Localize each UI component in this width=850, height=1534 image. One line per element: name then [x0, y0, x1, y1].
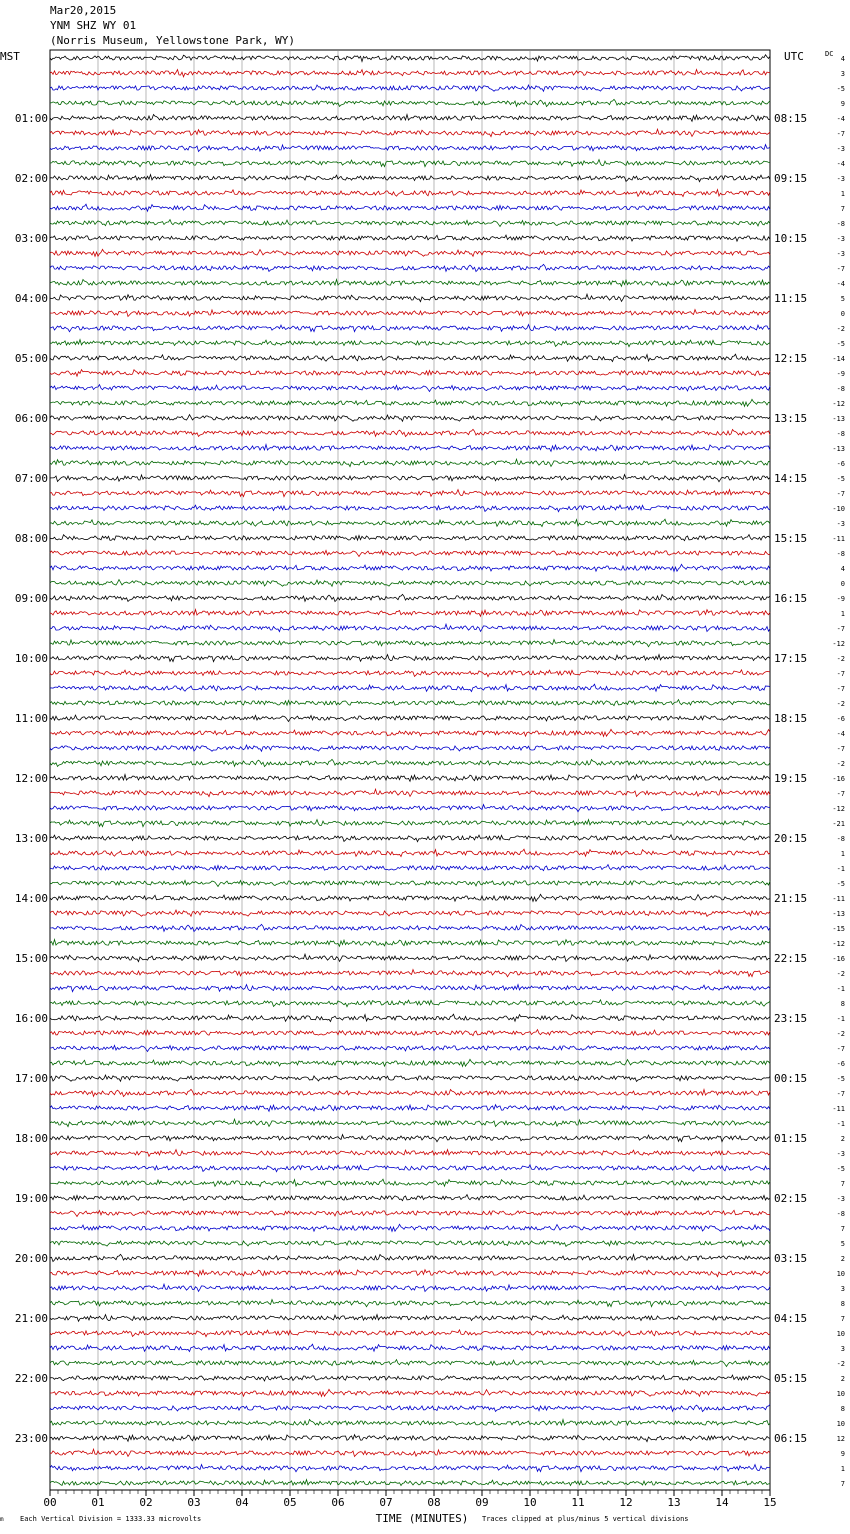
right-hour-label: 15:15: [774, 532, 808, 545]
dc-offset-label: -16: [832, 775, 845, 783]
dc-offset-label: -7: [836, 790, 845, 798]
right-hour-label: 10:15: [774, 232, 808, 245]
trace-line: [50, 519, 770, 526]
left-hour-label: 08:00: [14, 532, 48, 545]
trace-line: [50, 490, 770, 497]
dc-offset-label: -3: [836, 235, 845, 243]
trace-line: [50, 1330, 770, 1337]
dc-offset-label: -8: [836, 550, 845, 558]
dc-offset-label: -2: [836, 760, 845, 768]
trace-line: [50, 1270, 770, 1277]
dc-offset-label: -7: [836, 625, 845, 633]
trace-line: [50, 505, 770, 512]
trace-line: [50, 385, 770, 392]
trace-line: [50, 399, 770, 406]
trace-line: [50, 924, 770, 931]
x-tick-label: 13: [667, 1496, 681, 1509]
dc-offset-label: -2: [836, 970, 845, 978]
dc-offset-label: -5: [836, 85, 845, 93]
trace-line: [50, 1150, 770, 1157]
dc-offset-label: 8: [840, 1300, 845, 1308]
dc-offset-label: -5: [836, 475, 845, 483]
trace-line: [50, 729, 770, 736]
trace-line: [50, 580, 770, 587]
right-hour-label: 13:15: [774, 412, 808, 425]
trace-line: [50, 1119, 770, 1126]
dc-offset-label: 8: [840, 1405, 845, 1413]
dc-offset-label: -21: [832, 820, 845, 828]
dc-offset-label: -8: [836, 835, 845, 843]
right-hour-label: 03:15: [774, 1252, 808, 1265]
trace-line: [50, 1014, 770, 1021]
dc-offset-label: -5: [836, 340, 845, 348]
left-hour-label: 14:00: [14, 892, 48, 905]
trace-line: [50, 835, 770, 842]
dc-offset-label: -13: [832, 910, 845, 918]
dc-offset-label: -2: [836, 700, 845, 708]
left-hour-label: 20:00: [14, 1252, 48, 1265]
dc-offset-label: 2: [840, 1255, 845, 1263]
right-hour-label: 06:15: [774, 1432, 808, 1445]
x-tick-label: 09: [475, 1496, 489, 1509]
trace-line: [50, 249, 770, 256]
dc-offset-label: 5: [840, 1240, 845, 1248]
dc-offset-label: -8: [836, 220, 845, 228]
trace-line: [50, 264, 770, 271]
dc-offset-label: -7: [836, 670, 845, 678]
corner-mark: m: [0, 1516, 4, 1523]
dc-offset-label: 10: [836, 1270, 845, 1278]
left-hour-label: 21:00: [14, 1312, 48, 1325]
dc-offset-label: -5: [836, 1165, 845, 1173]
trace-line: [50, 1195, 770, 1201]
left-hour-label: 09:00: [14, 592, 48, 605]
dc-offset-label: -14: [832, 355, 845, 363]
trace-line: [50, 1089, 770, 1096]
dc-offset-label: 2: [840, 1135, 845, 1143]
x-tick-label: 03: [187, 1496, 201, 1509]
trace-line: [50, 429, 770, 436]
dc-offset-label: -12: [832, 640, 845, 648]
dc-offset-label: 8: [840, 1000, 845, 1008]
trace-line: [50, 1254, 770, 1261]
trace-line: [50, 1240, 770, 1246]
x-tick-label: 10: [523, 1496, 537, 1509]
x-tick-label: 12: [619, 1496, 633, 1509]
right-hour-label: 16:15: [774, 592, 808, 605]
right-hour-label: 18:15: [774, 712, 808, 725]
trace-line: [50, 985, 770, 992]
left-hour-label: 13:00: [14, 832, 48, 845]
trace-line: [50, 535, 770, 541]
trace-line: [50, 294, 770, 301]
trace-line: [50, 970, 770, 977]
dc-offset-label: 1: [840, 1465, 845, 1473]
left-hour-label: 19:00: [14, 1192, 48, 1205]
x-tick-label: 02: [139, 1496, 153, 1509]
dc-offset-label: 4: [840, 565, 845, 573]
trace-line: [50, 954, 770, 961]
dc-offset-label: -9: [836, 595, 845, 603]
trace-line: [50, 1315, 770, 1322]
trace-line: [50, 624, 770, 631]
dc-offset-label: -12: [832, 940, 845, 948]
trace-line: [50, 789, 770, 796]
dc-offset-label: 0: [840, 310, 845, 318]
trace-line: [50, 550, 770, 556]
trace-line: [50, 1000, 770, 1007]
trace-line: [50, 1059, 770, 1066]
dc-offset-label: 3: [840, 70, 845, 78]
plot-date: Mar20,2015: [50, 4, 117, 17]
dc-offset-label: -2: [836, 1030, 845, 1038]
dc-offset-label: 9: [840, 1450, 845, 1458]
trace-line: [50, 670, 770, 677]
trace-line: [50, 1465, 770, 1472]
trace-line: [50, 1375, 770, 1381]
right-hour-label: 11:15: [774, 292, 808, 305]
trace-line: [50, 1404, 770, 1411]
dc-offset-label: -8: [836, 1210, 845, 1218]
trace-line: [50, 640, 770, 647]
trace-line: [50, 684, 770, 691]
dc-offset-label: 7: [840, 1315, 845, 1323]
trace-line: [50, 564, 770, 571]
x-tick-label: 01: [91, 1496, 105, 1509]
dc-offset-label: -3: [836, 250, 845, 258]
right-hour-label: 01:15: [774, 1132, 808, 1145]
dc-offset-label: -15: [832, 925, 845, 933]
dc-offset-label: -1: [836, 1015, 845, 1023]
trace-line: [50, 415, 770, 422]
trace-line: [50, 160, 770, 167]
dc-offset-label: -1: [836, 1120, 845, 1128]
station-code: YNM SHZ WY 01: [50, 19, 137, 32]
right-hour-label: 00:15: [774, 1072, 808, 1085]
trace-line: [50, 1389, 770, 1396]
dc-offset-label: -7: [836, 685, 845, 693]
dc-offset-label: -7: [836, 490, 845, 498]
trace-line: [50, 865, 770, 871]
trace-line: [50, 745, 770, 751]
trace-line: [50, 445, 770, 452]
trace-line: [50, 1165, 770, 1172]
x-tick-label: 00: [43, 1496, 57, 1509]
left-hour-label: 03:00: [14, 232, 48, 245]
dc-offset-label: -7: [836, 265, 845, 273]
dc-offset-label: -1: [836, 985, 845, 993]
dc-offset-label: 3: [840, 1285, 845, 1293]
dc-offset-label: 12: [836, 1435, 845, 1443]
dc-offset-label: -12: [832, 805, 845, 813]
trace-line: [50, 880, 770, 886]
dc-offset-label: -9: [836, 370, 845, 378]
dc-offset-label: -1: [836, 865, 845, 873]
dc-offset-label: 7: [840, 1180, 845, 1188]
x-tick-label: 08: [427, 1496, 441, 1509]
trace-line: [50, 759, 770, 766]
trace-line: [50, 55, 770, 62]
x-axis-label: TIME (MINUTES): [375, 1512, 469, 1525]
dc-offset-label: 4: [840, 55, 845, 63]
dc-offset-label: -6: [836, 460, 845, 468]
right-hour-label: 22:15: [774, 952, 808, 965]
dc-offset-label: -4: [836, 280, 845, 288]
dc-offset-label: 7: [840, 1225, 845, 1233]
dc-offset-label: -5: [836, 1075, 845, 1083]
x-tick-label: 11: [571, 1496, 585, 1509]
right-hour-label: 20:15: [774, 832, 808, 845]
trace-line: [50, 940, 770, 947]
trace-line: [50, 1179, 770, 1186]
trace-line: [50, 354, 770, 361]
trace-line: [50, 1360, 770, 1367]
dc-offset-label: 10: [836, 1420, 845, 1428]
trace-line: [50, 129, 770, 136]
dc-offset-label: -7: [836, 745, 845, 753]
trace-line: [50, 475, 770, 482]
left-hour-label: 10:00: [14, 652, 48, 665]
dc-offset-label: 9: [840, 100, 845, 108]
right-hour-label: 04:15: [774, 1312, 808, 1325]
right-hour-label: 05:15: [774, 1372, 808, 1385]
left-hour-label: 05:00: [14, 352, 48, 365]
dc-offset-label: 1: [840, 190, 845, 198]
x-tick-label: 15: [763, 1496, 777, 1509]
trace-line: [50, 1210, 770, 1216]
trace-line: [50, 235, 770, 241]
trace-line: [50, 805, 770, 812]
dc-offset-label: -11: [832, 895, 845, 903]
trace-line: [50, 910, 770, 916]
right-hour-label: 21:15: [774, 892, 808, 905]
right-hour-label: 19:15: [774, 772, 808, 785]
trace-line: [50, 310, 770, 317]
trace-line: [50, 1224, 770, 1231]
left-hour-label: 15:00: [14, 952, 48, 965]
plot-frame: [50, 50, 770, 1490]
trace-line: [50, 1300, 770, 1307]
dc-offset-label: -3: [836, 175, 845, 183]
dc-column-title: DC: [825, 50, 834, 58]
trace-line: [50, 1435, 770, 1442]
trace-line: [50, 610, 770, 617]
trace-line: [50, 340, 770, 347]
dc-offset-label: -8: [836, 430, 845, 438]
right-hour-label: 17:15: [774, 652, 808, 665]
dc-offset-label: -2: [836, 1360, 845, 1368]
right-hour-label: 14:15: [774, 472, 808, 485]
left-hour-label: 06:00: [14, 412, 48, 425]
clip-note: Traces clipped at plus/minus 5 vertical divisions: [482, 1515, 689, 1523]
right-hour-label: 23:15: [774, 1012, 808, 1025]
trace-line: [50, 1284, 770, 1291]
dc-offset-label: 2: [840, 1375, 845, 1383]
trace-line: [50, 280, 770, 287]
dc-offset-label: 1: [840, 610, 845, 618]
dc-offset-label: 7: [840, 1480, 845, 1488]
dc-offset-label: 7: [840, 205, 845, 213]
dc-offset-label: -4: [836, 115, 845, 123]
left-hour-label: 16:00: [14, 1012, 48, 1025]
trace-line: [50, 1075, 770, 1081]
left-hour-label: 07:00: [14, 472, 48, 485]
trace-line: [50, 655, 770, 662]
trace-line: [50, 1135, 770, 1142]
trace-line: [50, 1105, 770, 1112]
trace-line: [50, 115, 770, 122]
dc-offset-label: 5: [840, 295, 845, 303]
left-hour-label: 23:00: [14, 1432, 48, 1445]
trace-line: [50, 849, 770, 856]
right-axis-title: UTC: [784, 50, 804, 63]
trace-line: [50, 459, 770, 466]
dc-offset-label: -12: [832, 400, 845, 408]
trace-line: [50, 1420, 770, 1426]
trace-line: [50, 1449, 770, 1456]
trace-line: [50, 190, 770, 197]
trace-line: [50, 175, 770, 182]
trace-line: [50, 220, 770, 227]
dc-offset-label: -4: [836, 160, 845, 168]
left-hour-label: 12:00: [14, 772, 48, 785]
trace-line: [50, 1045, 770, 1051]
dc-offset-label: -6: [836, 715, 845, 723]
dc-offset-label: 10: [836, 1330, 845, 1338]
left-hour-label: 22:00: [14, 1372, 48, 1385]
dc-offset-label: -7: [836, 1090, 845, 1098]
dc-offset-label: -8: [836, 385, 845, 393]
right-hour-label: 09:15: [774, 172, 808, 185]
station-location: (Norris Museum, Yellowstone Park, WY): [50, 34, 296, 47]
left-hour-label: 04:00: [14, 292, 48, 305]
dc-offset-label: -3: [836, 145, 845, 153]
left-hour-label: 02:00: [14, 172, 48, 185]
x-tick-label: 05: [283, 1496, 297, 1509]
dc-offset-label: 10: [836, 1390, 845, 1398]
trace-line: [50, 204, 770, 211]
trace-line: [50, 715, 770, 721]
dc-offset-label: -6: [836, 1060, 845, 1068]
trace-line: [50, 1030, 770, 1036]
trace-line: [50, 85, 770, 91]
right-hour-label: 02:15: [774, 1192, 808, 1205]
dc-offset-label: -2: [836, 325, 845, 333]
trace-line: [50, 894, 770, 901]
trace-line: [50, 775, 770, 782]
dc-offset-label: -10: [832, 505, 845, 513]
dc-offset-label: 1: [840, 850, 845, 858]
trace-line: [50, 594, 770, 601]
trace-line: [50, 820, 770, 827]
trace-line: [50, 99, 770, 106]
right-hour-label: 08:15: [774, 112, 808, 125]
dc-offset-label: -11: [832, 535, 845, 543]
trace-line: [50, 1344, 770, 1351]
dc-offset-label: -7: [836, 1045, 845, 1053]
dc-offset-label: 0: [840, 580, 845, 588]
x-tick-label: 06: [331, 1496, 345, 1509]
left-axis-title: MST: [0, 50, 20, 63]
x-tick-label: 14: [715, 1496, 729, 1509]
trace-line: [50, 325, 770, 332]
x-tick-label: 04: [235, 1496, 249, 1509]
left-hour-label: 11:00: [14, 712, 48, 725]
left-hour-label: 17:00: [14, 1072, 48, 1085]
trace-line: [50, 70, 770, 77]
dc-offset-label: -13: [832, 415, 845, 423]
trace-line: [50, 370, 770, 377]
dc-offset-label: 3: [840, 1345, 845, 1353]
trace-line: [50, 145, 770, 152]
dc-offset-label: -5: [836, 880, 845, 888]
dc-offset-label: -13: [832, 445, 845, 453]
left-hour-label: 18:00: [14, 1132, 48, 1145]
dc-offset-label: -7: [836, 130, 845, 138]
dc-offset-label: -11: [832, 1105, 845, 1113]
dc-offset-label: -3: [836, 1195, 845, 1203]
right-hour-label: 12:15: [774, 352, 808, 365]
trace-line: [50, 700, 770, 706]
dc-offset-label: -3: [836, 520, 845, 528]
dc-offset-label: -2: [836, 655, 845, 663]
dc-offset-label: -4: [836, 730, 845, 738]
left-hour-label: 01:00: [14, 112, 48, 125]
dc-offset-label: -16: [832, 955, 845, 963]
scale-note: Each Vertical Division = 1333.33 microvolts: [20, 1515, 202, 1523]
dc-offset-label: -3: [836, 1150, 845, 1158]
trace-line: [50, 1480, 770, 1486]
x-tick-label: 07: [379, 1496, 393, 1509]
